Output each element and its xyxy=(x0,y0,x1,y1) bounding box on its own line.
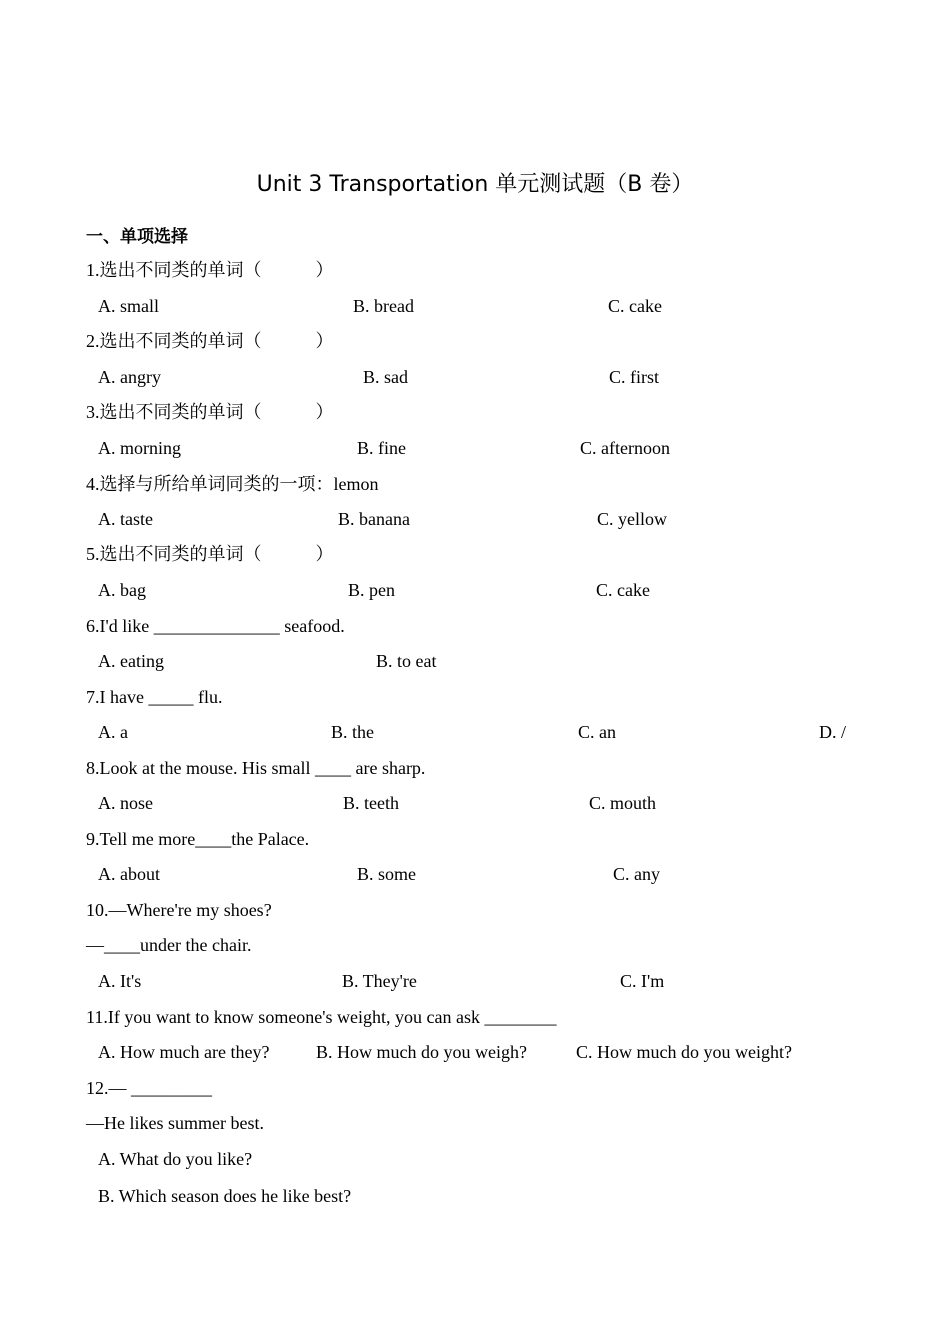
option-c: C. any xyxy=(613,864,660,884)
option-b: B. pen xyxy=(348,580,395,600)
option-b: B. They're xyxy=(342,971,417,991)
question-stem: 6.I'd like ______________ seafood. xyxy=(86,616,345,636)
option-c: C. mouth xyxy=(589,793,657,813)
option-c: C. cake xyxy=(608,296,662,316)
option-b: B. sad xyxy=(363,367,408,387)
option-a: A. How much are they? xyxy=(98,1042,270,1062)
option-a: A. a xyxy=(98,722,128,742)
option-a: A. What do you like? xyxy=(98,1149,253,1169)
question-stem: 12.— _________ xyxy=(86,1078,212,1098)
option-d: D. / xyxy=(819,722,846,742)
question-stem-reply: —____under the chair. xyxy=(86,935,252,955)
option-a: A. taste xyxy=(98,509,153,529)
question-stem-reply: —He likes summer best. xyxy=(86,1113,264,1133)
option-a: A. nose xyxy=(98,793,153,813)
option-a: A. angry xyxy=(98,367,161,387)
question-stem: 9.Tell me more____the Palace. xyxy=(86,829,310,849)
option-c: C. first xyxy=(609,367,660,387)
question-stem: 1.选出不同类的单词（ ） xyxy=(86,260,334,280)
option-b: B. How much do you weigh? xyxy=(316,1042,527,1062)
option-a: A. eating xyxy=(98,651,164,671)
option-a: A. bag xyxy=(98,580,146,600)
question-stem: 10.—Where're my shoes? xyxy=(86,900,272,920)
option-b: B. teeth xyxy=(343,793,399,813)
option-c: C. an xyxy=(578,722,616,742)
option-c: C. cake xyxy=(596,580,650,600)
option-c: C. afternoon xyxy=(580,438,670,458)
option-b: B. to eat xyxy=(376,651,437,671)
question-stem: 3.选出不同类的单词（ ） xyxy=(86,402,334,422)
option-b: B. bread xyxy=(353,296,414,316)
section-heading: 一、单项选择 xyxy=(86,227,188,247)
question-stem: 2.选出不同类的单词（ ） xyxy=(86,331,334,351)
option-b: B. Which season does he like best? xyxy=(98,1186,352,1206)
question-stem: 7.I have _____ flu. xyxy=(86,687,223,707)
option-b: B. some xyxy=(357,864,417,884)
option-a: A. small xyxy=(98,296,159,316)
option-a: A. It's xyxy=(98,971,142,991)
option-a: A. about xyxy=(98,864,160,884)
option-c: C. I'm xyxy=(620,971,665,991)
option-b: B. the xyxy=(331,722,374,742)
option-c: C. How much do you weight? xyxy=(576,1042,792,1062)
question-stem: 4.选择与所给单词同类的一项：lemon xyxy=(86,474,379,494)
question-stem: 5.选出不同类的单词（ ） xyxy=(86,544,334,564)
option-b: B. banana xyxy=(338,509,410,529)
question-stem: 8.Look at the mouse. His small ____ are sharp. xyxy=(86,758,426,778)
option-b: B. fine xyxy=(357,438,406,458)
question-stem: 11.If you want to know someone's weight, you can ask ________ xyxy=(86,1007,557,1027)
option-a: A. morning xyxy=(98,438,181,458)
page-title: Unit 3 Transportation 单元测试题（B 卷） xyxy=(256,172,694,197)
option-c: C. yellow xyxy=(597,509,667,529)
